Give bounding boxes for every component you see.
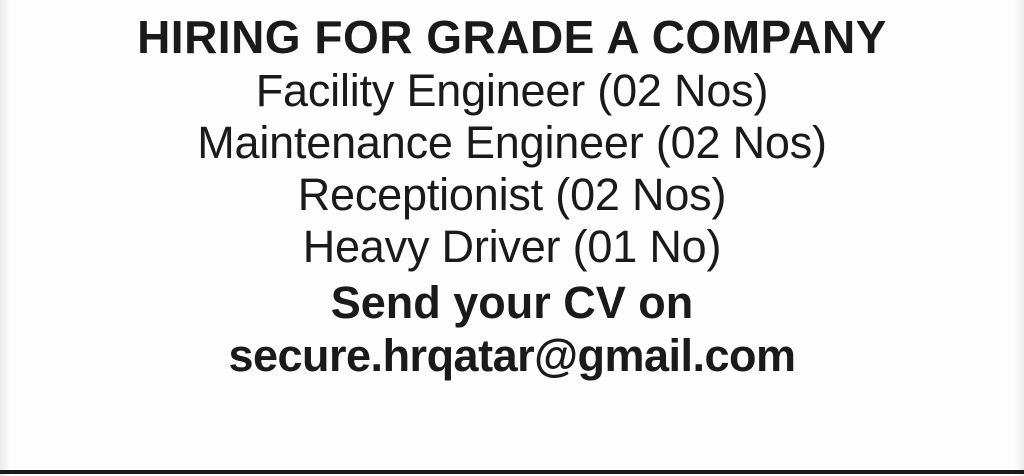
contact-email: secure.hrqatar@gmail.com (228, 330, 796, 381)
job-role-item: Maintenance Engineer (02 Nos) (197, 117, 827, 168)
bottom-divider (0, 470, 1024, 474)
job-role-item: Heavy Driver (01 No) (302, 221, 722, 272)
call-to-action-text: Send your CV on (330, 277, 694, 328)
job-role-item: Facility Engineer (02 Nos) (255, 65, 769, 116)
job-role-item: Receptionist (02 Nos) (297, 169, 727, 220)
advertisement-headline: HIRING FOR GRADE A COMPANY (137, 11, 887, 63)
